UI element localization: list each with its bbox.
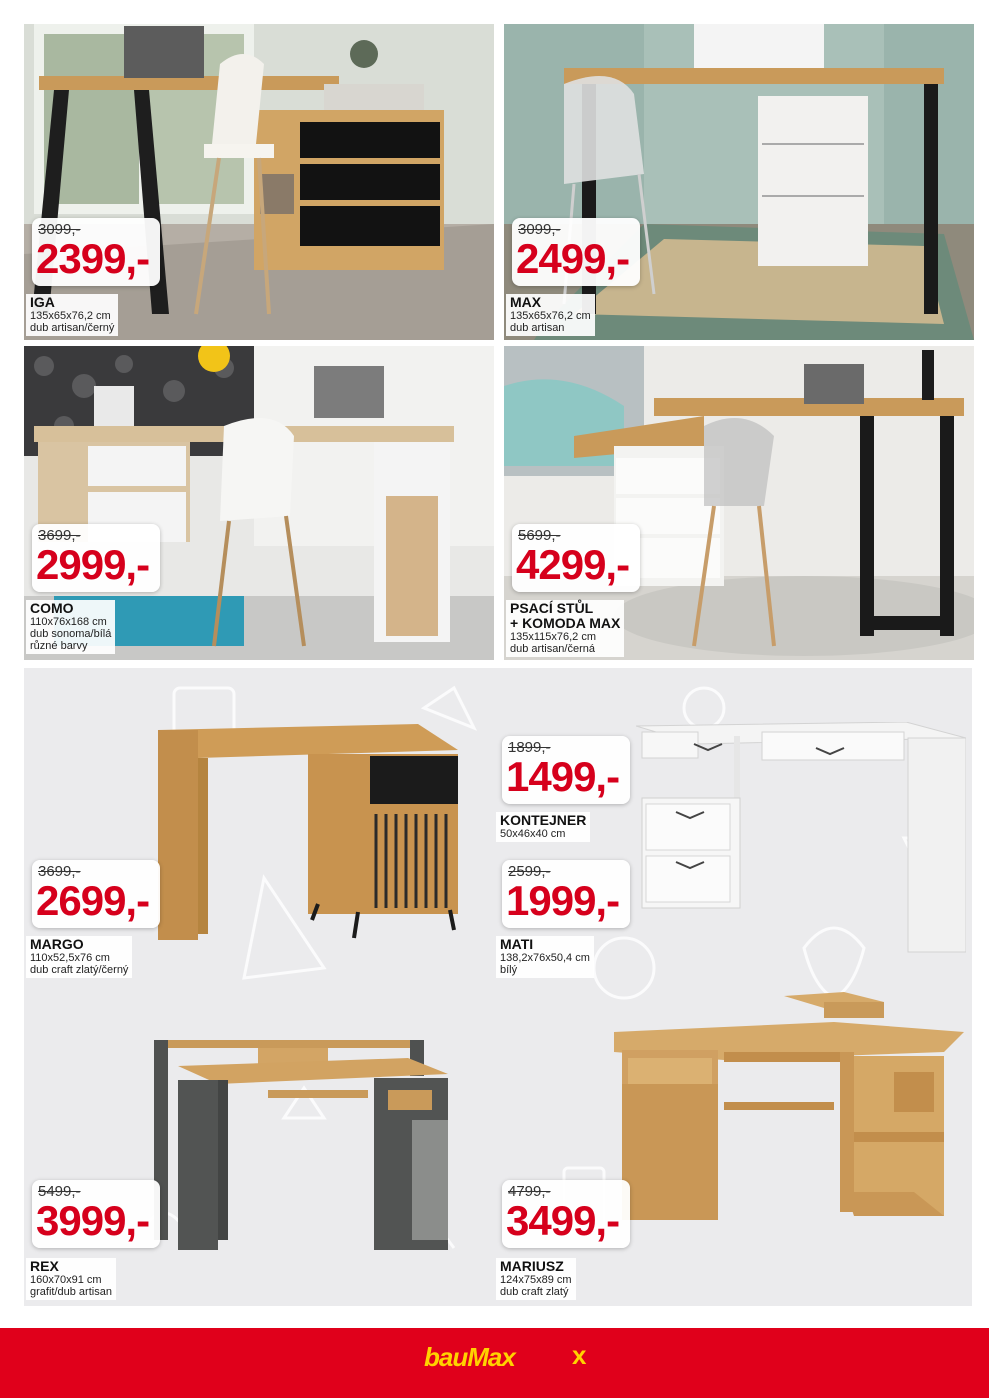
product-name: KONTEJNER xyxy=(500,812,587,828)
product-dimensions: 135x65x76,2 cm xyxy=(510,310,591,322)
product-name: COMO xyxy=(30,600,74,616)
old-price: 3699,- xyxy=(38,527,81,544)
product-photo-max xyxy=(504,24,974,340)
product-info xyxy=(496,1258,576,1300)
product-dimensions: 138,2x76x50,4 cm xyxy=(500,952,590,964)
product-finish: dub craft zlatý/černý xyxy=(30,964,129,976)
iga-room-illustration xyxy=(24,24,494,340)
old-price: 2599,- xyxy=(508,863,551,880)
price-tag xyxy=(502,860,630,928)
product-dimensions: 124x75x89 cm xyxy=(500,1274,572,1286)
new-price: 3499,- xyxy=(506,1197,620,1244)
product-name: PSACÍ STŮL xyxy=(510,600,594,616)
product-name: MARGO xyxy=(30,936,84,952)
new-price: 1499,- xyxy=(506,753,620,800)
product-dimensions: 110x52,5x76 cm xyxy=(30,952,110,964)
product-name-line2: + KOMODA MAX xyxy=(510,615,621,631)
product-dimensions: 135x65x76,2 cm xyxy=(30,310,111,322)
product-name: REX xyxy=(30,1258,59,1274)
product-finish: dub artisan/černý xyxy=(30,322,115,334)
product-photo-como xyxy=(24,346,494,660)
old-price: 5699,- xyxy=(518,527,561,544)
catalogue-section xyxy=(24,668,972,1306)
product-finish: dub artisan/černá xyxy=(510,643,595,655)
new-price: 3999,- xyxy=(36,1197,150,1244)
product-dimensions: 135x115x76,2 cm xyxy=(510,631,597,643)
product-name: MARIUSZ xyxy=(500,1258,564,1274)
old-price: 1899,- xyxy=(508,739,551,756)
price-tag xyxy=(32,218,160,286)
mati-desk-image xyxy=(636,722,966,954)
product-info xyxy=(26,1258,116,1300)
product-info xyxy=(26,294,118,336)
product-name: IGA xyxy=(30,294,55,310)
price-tag xyxy=(502,1180,630,1248)
product-photo-iga xyxy=(24,24,494,340)
product-finish: bílý xyxy=(500,964,518,976)
old-price: 4799,- xyxy=(508,1183,551,1200)
price-tag xyxy=(512,218,640,286)
old-price: 3699,- xyxy=(38,863,81,880)
product-finish: dub craft zlatý xyxy=(500,1286,569,1298)
brand-logo: bauMax xyxy=(424,1342,515,1372)
mariusz-desk-image xyxy=(614,992,964,1224)
product-finish: dub artisan xyxy=(510,322,565,334)
max-room-illustration xyxy=(504,24,974,340)
product-info xyxy=(506,600,624,657)
product-finish: grafit/dub artisan xyxy=(30,1286,112,1298)
new-price: 2699,- xyxy=(36,877,150,924)
new-price: 4299,- xyxy=(516,541,630,588)
old-price: 5499,- xyxy=(38,1183,81,1200)
margo-desk-image xyxy=(158,724,468,944)
product-dimensions: 110x76x168 cm xyxy=(30,616,107,628)
footer-bar xyxy=(0,1328,989,1398)
price-tag xyxy=(502,736,630,804)
price-tag xyxy=(512,524,640,592)
product-info xyxy=(26,936,132,978)
new-price: 2399,- xyxy=(36,235,150,282)
product-info xyxy=(496,812,590,842)
product-dimensions: 50x46x40 cm xyxy=(500,828,566,840)
product-finish: dub sonoma/bílá xyxy=(30,628,112,640)
product-name: MATI xyxy=(500,936,534,952)
new-price: 2499,- xyxy=(516,235,630,282)
old-price: 3099,- xyxy=(518,221,561,238)
new-price: 2999,- xyxy=(36,541,150,588)
product-extra: různé barvy xyxy=(30,640,88,652)
price-tag xyxy=(32,1180,160,1248)
new-price: 1999,- xyxy=(506,877,620,924)
brand-logo-mark: x xyxy=(572,1340,587,1370)
product-name: MAX xyxy=(510,294,542,310)
old-price: 3099,- xyxy=(38,221,81,238)
product-info xyxy=(26,600,115,654)
product-photo-psaci-stul xyxy=(504,346,974,660)
product-info xyxy=(496,936,594,978)
product-dimensions: 160x70x91 cm xyxy=(30,1274,102,1286)
price-tag xyxy=(32,860,160,928)
rex-desk-image xyxy=(148,1030,478,1254)
price-tag xyxy=(32,524,160,592)
product-info xyxy=(506,294,595,336)
